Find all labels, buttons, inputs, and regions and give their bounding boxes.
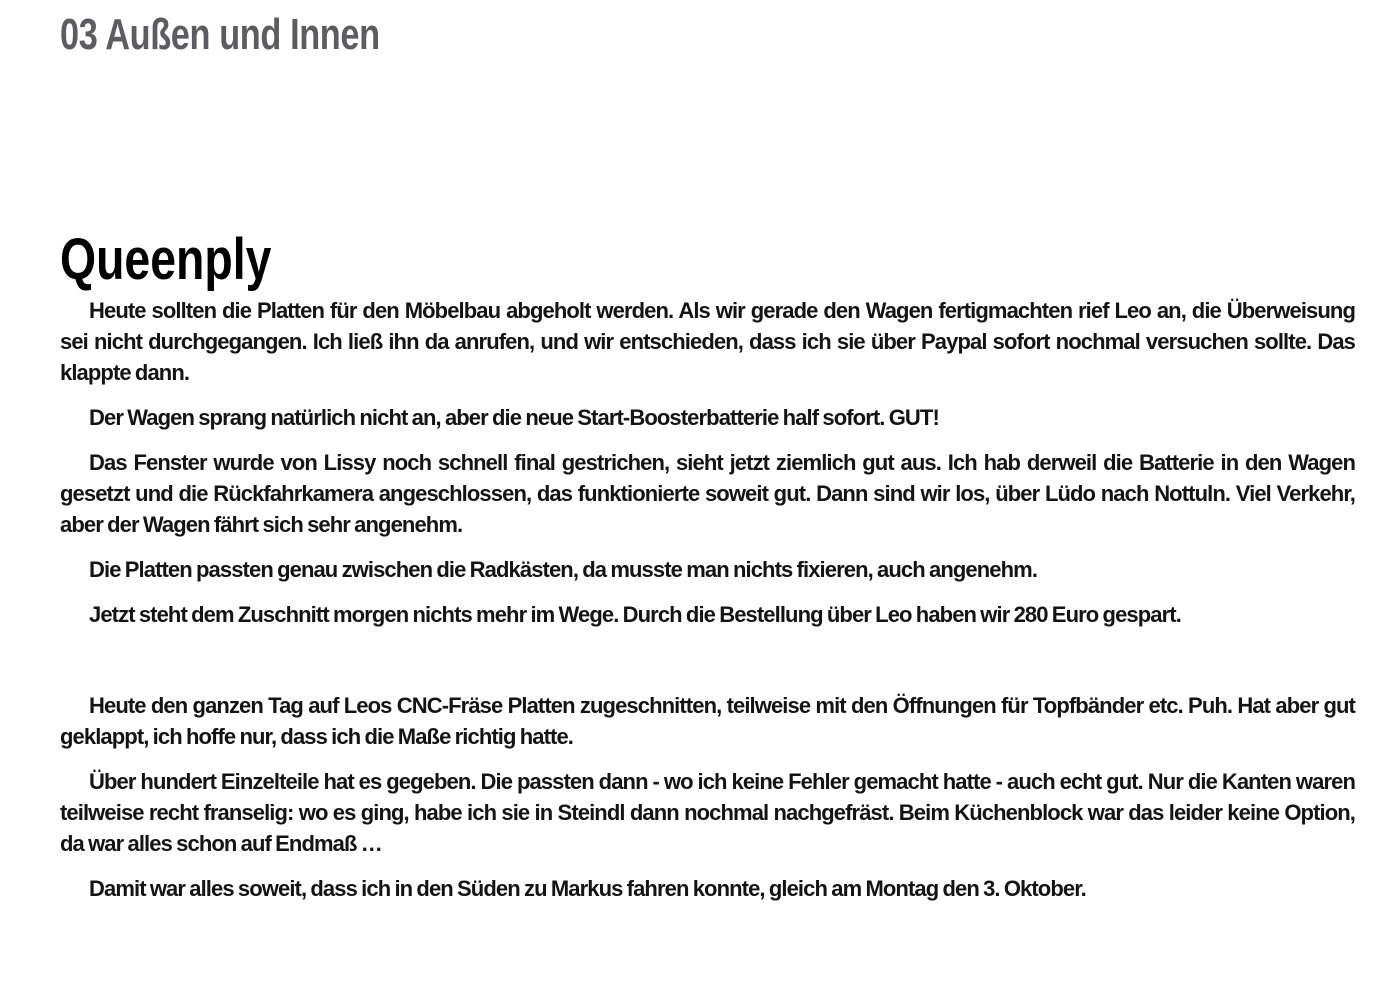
- entry-separator: [60, 644, 1355, 690]
- paragraph: Damit war alles soweit, dass ich in den Süden zu Markus fahren konnte, gleich am Montag den 3. Oktober.: [89, 876, 1086, 901]
- paragraph: Das Fenster wurde von Lissy noch schnell final gestrichen, sieht jetzt ziemlich gut aus. Ich hab derweil die Batterie in den Wagen gesetzt und die Rückfahrkamera angeschlossen, das funktionierte soweit gut. Dann sind wir los, über Lüdo nach Nottuln. Viel Verkehr, aber der Wagen fährt sich sehr angenehm.: [60, 450, 1355, 537]
- article-title: Queenply: [60, 227, 272, 292]
- paragraph: Der Wagen sprang natürlich nicht an, aber die neue Start-Boosterbatterie half sofort. GUT!: [89, 405, 939, 430]
- paragraph: Die Platten passten genau zwischen die Radkästen, da musste man nichts fixieren, auch angenehm.: [89, 557, 1038, 582]
- document-page: [60, 0, 1355, 901]
- paragraph: Heute sollten die Platten für den Möbelbau abgeholt werden. Als wir gerade den Wagen fertigmachten rief Leo an, die Überweisung sei nicht durchgegangen. Ich ließ ihn da anrufen, und wir entschieden, dass ich sie über Paypal sofort nochmal versuchen sollte. Das klappte dann.: [60, 298, 1355, 385]
- section-header: 03 Außen und Innen: [60, 10, 380, 59]
- paragraph: Jetzt steht dem Zuschnitt morgen nichts mehr im Wege. Durch die Bestellung über Leo haben wir 280 Euro gespart.: [89, 602, 1181, 627]
- paragraph: Heute den ganzen Tag auf Leos CNC-Fräse Platten zugeschnitten, teilweise mit den Öffnungen für Topfbänder etc. Puh. Hat aber gut geklappt, ich hoffe nur, dass ich die Maße richtig hatte.: [60, 693, 1355, 749]
- paragraph: Über hundert Einzelteile hat es gegeben. Die passten dann - wo ich keine Fehler gemacht hatte - auch echt gut. Nur die Kanten waren teilweise recht franselig: wo es ging, habe ich sie in Steindl dann nochmal nachgefräst. Beim Küchenblock war das leider keine Option, da war alles schon auf Endmaß …: [60, 769, 1355, 856]
- article-body: [60, 295, 1355, 918]
